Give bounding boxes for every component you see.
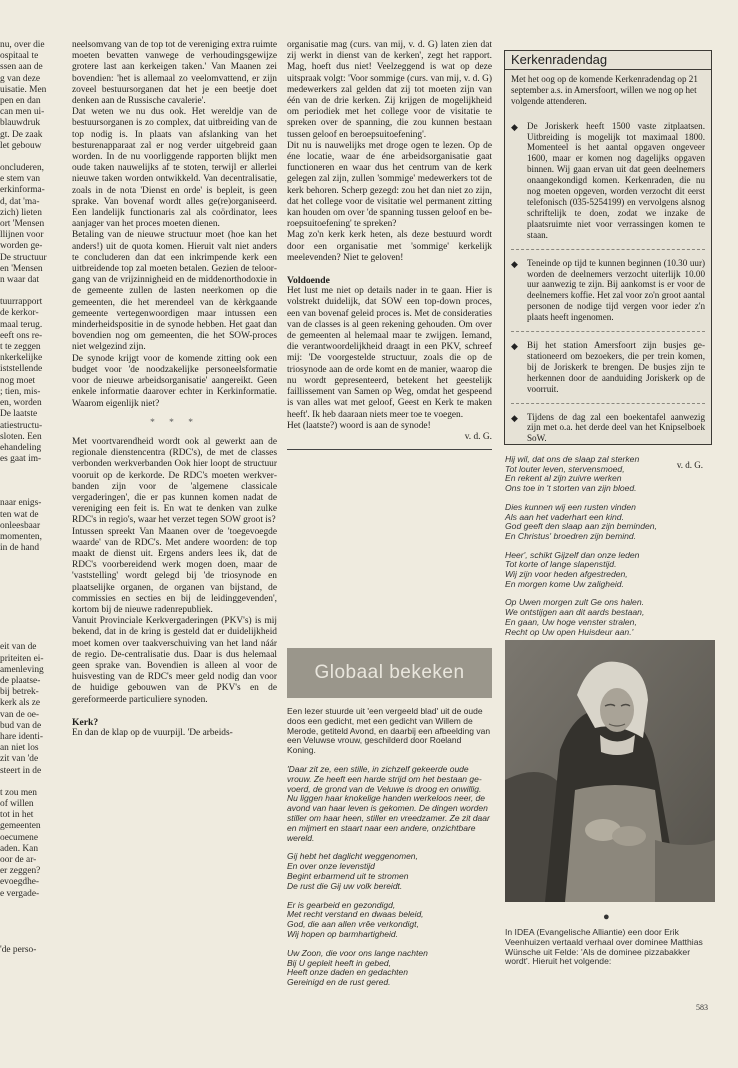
paragraph: De synode krijgt voor de komende zitting ook een budget voor 'de noodzakelijke personeelsformatie voor de nieuwe arbeidsorganisatie' aangereikt. Geen enkele informatie daarover echter in Kerkinformatie. Waarom eigenlijk niet? (72, 353, 277, 409)
cropped-text-line: es gaat im- (0, 454, 42, 465)
cropped-text-line: e stem van (0, 174, 41, 185)
paragraph: Intussen spreekt Van Maanen over de 'toegevoegde waarde' van de RDC's. Met andere woorden: de top maakt de dienst uit. Ergens anders lees ik, dat de RDC's voorbereidend werk mogen doen, maar de 'vaststelling' wordt gelegd bij 'de triosynode en plaatselijke organen, de organen van bijstand, de commissies en secties en bij de leidinggevenden', kortom bij de nieuwe radenrepubliek. (72, 526, 277, 615)
cropped-text-line: eit van de (0, 642, 37, 653)
cropped-text-line: tot in het (0, 810, 34, 821)
poem-line: Gereinigd en de rust gered. (287, 977, 391, 988)
author-signature: v. d. G. (464, 431, 492, 442)
paragraph-gap (0, 465, 58, 498)
cropped-text-line: aden. Kan (0, 843, 39, 854)
box-item-text: De Joriskerk heeft 1500 vaste zitplaatsen. Uitbreiding is mogelijk tot maximaal 1800. Momenteel is het aantal opgaven ongeveer 1600, maar er komen nog dagelijks opgaven binnen. Wij gaan ervan uit dat geen deelnemers onaangekondigd komen. Kerkenraden, die nu nog moeten opgeven, worden verzocht dit eerst telefonisch (035-5254199) en vervolgens alsnog schriftelijk te doen, zodat we inzake de plaatsruimte niet voor verrassingen komen te staan. (527, 120, 705, 240)
paragraph-gap (0, 554, 58, 642)
cropped-text-line: oor de ar- (0, 854, 37, 865)
poem-stanza (505, 551, 715, 590)
cropped-text-line: onleesbaar (0, 520, 41, 531)
globaal-poem (287, 852, 492, 988)
poem-line: Heeft onze daden en gedachten (287, 967, 408, 978)
poem-stanza (287, 852, 492, 891)
cropped-text-line: uisatie. Men (0, 84, 47, 95)
cropped-text-line: De laatste (0, 409, 38, 420)
cropped-text-line: ehandeling (0, 442, 42, 453)
divider (287, 449, 492, 450)
poem-line: Wij zijn voor heden afgestreden, (505, 569, 628, 580)
cropped-text-line: e vergade- (0, 888, 40, 899)
article-column-middle (72, 40, 277, 1050)
cropped-text-line: naar enigs- (0, 498, 42, 509)
poem-line: God, die aan allen vrêe verkondigt, (287, 919, 419, 930)
diamond-bullet-icon: ◆ (511, 121, 518, 132)
article-column-right (287, 40, 492, 630)
poem-line: Ons toe in 't storten van zijn bloed. (505, 483, 637, 494)
cropped-text-line: nkerkelijke (0, 353, 43, 364)
box-title: Kerkenradendag (505, 51, 711, 70)
box-item-text: Teneinde op tijd te kunnen beginnen (10.30 uur) worden de deelnemers verzocht uiterlijk 10.00 uur aanwezig te zijn. Bij aankomst is er voor de deelnemers koffie. Het zal voor zo'n groot aantal personen de nodige tijd vergen voor ieder z'n plaats heeft ingenomen. (527, 257, 705, 323)
cropped-text-line: t te zeggen (0, 342, 41, 353)
paragraph: Betaling van de nieuwe structuur moet (hoe kan het anders!) uit de quota komen. Hieruit valt niet anders te concluderen dan dat een inkrimpende kerk een uitbreidende top zal moeten betalen. Gezien de teloorgang van de vrijzinnigheid en de middenorthodoxie in de gemeente zullen de lasten neerkomen op die gemeenten, die het merendeel van de kèrkgaande gemeente vertegenwoordigen maar intussen een minderheidspositie in de synode hebben. Het gaat dan bovendien nog om gemeenten, die het SOW-proces niet welgezind zijn. (72, 230, 277, 353)
cropped-text-line: kerk als ze (0, 698, 41, 709)
box-list-item (511, 258, 705, 332)
poem-line: Uw Zoon, die voor ons lange nachten (287, 947, 428, 958)
cropped-text-line: let gebouw (0, 140, 42, 151)
caption-text: In IDEA (Evangelische Alliantie) een door Erik Veenhuizen vertaald verhaal over dominee Matthias Wünsche uit Felde: 'Als de dominee pizzabakker wordt'. Hieruit het volgende: (505, 927, 703, 967)
poem-line: Gij hebt het daglicht weggenomen, (287, 851, 418, 862)
cropped-text-line: ten wat de (0, 509, 39, 520)
banner-title: Globaal bekeken (314, 662, 465, 683)
paragraph-gap (0, 777, 58, 788)
poem-line: En morgen kome Uw zaligheid. (505, 578, 624, 589)
globaal-bekeken-banner (287, 648, 492, 698)
paragraph: Het (laatste?) woord is aan de synode! (287, 420, 431, 431)
poem-line: En Christus' broedren zijn bemind. (505, 530, 637, 541)
subheading-voldoende: Voldoende (287, 275, 330, 287)
cropped-text-line: hare identi- (0, 731, 43, 742)
cropped-text-line: blauwdruk (0, 118, 41, 129)
paragraph: Vanuit Provinciale Kerkvergaderingen (PKV's) is mij bekend, dat in de kring is gesteld dat er duidelijkheid moet komen over taakverschuiving van het land náár de regio. De-centralisatie dus. Daar is dus helemaal geen sprake van. Bovendien is alleen al voor de huisvesting van de RDC's meer geld nodig dan voor de huidige gebouwen van de PKV's en de gereformeerde particuliere synoden. (72, 616, 277, 705)
cropped-text-line: de kerkor- (0, 308, 39, 319)
separator-dot: ● (603, 911, 610, 923)
box-list-item (511, 121, 705, 250)
poem-line: En over onze levenstijd (287, 861, 375, 872)
section-separator: * * * (150, 417, 199, 428)
cropped-text-line: iststellende (0, 364, 43, 375)
cropped-text-line: de plaatse- (0, 675, 41, 686)
poem-line: Heer', schikt Gijzelf dan onze leden (505, 549, 640, 560)
cropped-text-line: evoegdhe- (0, 877, 40, 888)
cropped-text-line: zit van 'de (0, 754, 39, 765)
paragraph-gap (0, 900, 58, 945)
poem-line: Recht op Uw open Huisdeur aan.' (505, 626, 634, 637)
box-signature: v. d. G. (676, 460, 703, 471)
globaal-intro: Een lezer stuurde uit 'een vergeeld blad' uit de oude doos een gedicht, met een gedicht van Willem de Merode, getiteld Avond, en daarbij een afbeelding van een Veluwse vrouw, geschilderd door Roeland Koning. (287, 706, 491, 756)
cropped-text-line: t zou men (0, 787, 37, 798)
painting-old-woman (505, 640, 715, 902)
cropped-text-line: en, worden (0, 398, 42, 409)
cropped-text-line: gt. De zaak (0, 129, 43, 140)
cropped-text-line: maal terug. (0, 319, 43, 330)
diamond-bullet-icon: ◆ (511, 412, 518, 423)
cropped-text-line: zich) lieten (0, 207, 42, 218)
poem-line: En gaan, Uw hoge venster stralen, (505, 616, 637, 627)
subheading-kerk: Kerk? (72, 716, 99, 728)
box-list-item (511, 412, 705, 453)
cropped-text-line: oncluderen, (0, 163, 44, 174)
cropped-text-line: van de oe- (0, 709, 40, 720)
cropped-text-line: worden ge- (0, 241, 43, 252)
left-cropped-column (0, 40, 58, 990)
cropped-text-line: nog moet (0, 375, 36, 386)
cropped-text-line: momenten, (0, 531, 42, 542)
globaal-quote: 'Daar zit ze, een stille, in zichzelf gekeerde oude vrouw. Ze heeft een harde strijd om het bestaan gevoerd, de grond van de Veluwe is droog en onwillig. Nu liggen haar knokelige handen werkeloos neer, de avond van haar leven is gekomen. De dingen worden stiller om haar heen, stiller en vreedzamer. Ze zit daar en mijmert en staart naar een andere, onzichtbare wereld. (287, 763, 490, 843)
poem-line: Met recht verstand en dwaas beleid, (287, 909, 424, 920)
paragraph: Met voortvarendheid wordt ook al gewerkt aan de regionale dienstencentra (RDC's), de met de classes verbonden werkverbanden Ook hier loopt de structuur vooruit op de kerkorde. De RDC's moeten werkverbanden zijn voor de 'algemene classicale vergaderingen', die er pas kunnen komen nadat de vereniging een feit is. En wat te denken van zulke RDC's in regio's, waar het verzet tegen SOW groot is? (72, 436, 277, 526)
poem-stanza (287, 949, 492, 988)
diamond-bullet-icon: ◆ (511, 341, 518, 352)
cropped-text-line: steert in de (0, 765, 42, 776)
box-item-text: Bij het station Amersfoort zijn busjes gestationeerd om bezoekers, die per trein komen, bij de Joriskerk te brengen. De busjes zijn te herkennen door de aanduiding Joriskerk op de voorruit. (527, 340, 705, 394)
cropped-text-line: d, dat 'ma- (0, 196, 40, 207)
poem-line: Tot korte of lange slapenstijd. (505, 559, 617, 570)
poem-line: De rust die Gij uw volk bereidt. (287, 880, 403, 891)
cropped-text-line: amenleving (0, 664, 44, 675)
paragraph-gap (0, 286, 58, 297)
cropped-text-line: can men ui- (0, 107, 45, 118)
poem-line: Hij wil, dat ons de slaap zal sterken (505, 454, 640, 464)
paragraph: Dat weten we nu dus ook. Het wereldje van de bestuursorganen is zo complex, dat uitbreiding van de top nodig is. In plaats van afslanking van het besturenapparaat zal er nog verder uitgebreid gaan worden. In de nu voorliggende rapporten blijkt men oude taken nauwelijks af te stoten, terwijl er allerlei nieuwe taken worden ontwikkeld. Van decentralisatie, zoals in de nota 'Dienst en orde' is bepleit, is geen sprake. Van bovenaf wordt alles ge(re)organiseerd. Een landelijk functionaris zal als coördinator, lees aanjager van het proces moeten dienen. (72, 107, 277, 230)
paragraph: organisatie mag (curs. van mij, v. d. G) laten zien dat zij werkt in dienst van de kerken', zegt het rapport. Mag, hoeft dus niet! Veelzeggend is wat op deze uitspraak volgt: 'Voor sommige (curs. van mij, v. d. G) medewerkers zal gelden dat zij tot moeten zijn van één van de drie kerken. Zij krijgen de mogelijkheid om periodiek met het college voor de visitatie te spreken over de spanning, die zou kunnen bestaan tussen geloof en beroepsuitoefening'. (287, 40, 492, 140)
cropped-text-line: atiestructu- (0, 420, 43, 431)
cropped-text-line: oecumene (0, 832, 38, 843)
paragraph-gap (0, 956, 58, 967)
cropped-text-line: bij betrek- (0, 687, 39, 698)
cropped-text-line: ; tien, mis- (0, 386, 41, 397)
cropped-text-line: g van deze (0, 73, 41, 84)
paragraph: En dan de klap op de vuurpijl. 'De arbeids- (72, 727, 233, 738)
cropped-text-line: pen en dan (0, 96, 41, 107)
paragraph-gap (0, 152, 58, 163)
poem-stanza (287, 901, 492, 940)
cropped-text-line: bud van de (0, 720, 42, 731)
cropped-text-line: De structuur (0, 252, 47, 263)
poem-line: Bij U gepleit heeft in gebed, (287, 957, 391, 968)
portrait-of-old-woman-illustration (505, 640, 715, 902)
poem-stanza (505, 503, 715, 542)
globaal-bekeken-text (287, 707, 492, 997)
poem-line: Begint erbarmend uit te stromen (287, 870, 409, 881)
cropped-text-line: n waar dat (0, 275, 40, 286)
diamond-bullet-icon: ◆ (511, 258, 518, 269)
paragraph: neelsomvang van de top tot de vereniging extra ruimte moeten bevatten vanwege de verhoudingsgewijze grotere last aan kerkeigen taken.' Van Maanen zei bovendien: 'het is allemaal zo veelomvattend, er zijn zoveel bestuursorganen dat het je een beetje doet denken aan de Russische cavalerie'. (72, 40, 277, 107)
cropped-text-line: tuurrapport (0, 297, 43, 308)
poem-line: En rekent al zijn zuivre werken (505, 473, 622, 484)
cropped-text-line: an niet los (0, 743, 39, 754)
cropped-text-line: of willen (0, 798, 34, 809)
poem-line: Als aan het vaderhart een kind. (505, 511, 624, 522)
cropped-text-line: 'de perso- (0, 944, 37, 955)
poem-stanza (505, 598, 715, 637)
poem-line: We ontstijgen aan dit aards bestaan, (505, 607, 645, 618)
box-intro: Met het oog op de komende Kerkenradendag op 21 september a.s. in Amersfoort, willen we nog op het volgende attenderen. (511, 73, 698, 106)
paragraph: Mag zo'n kerk kerk heten, als deze bestuurd wordt door een organisatie met 'sommige' kerkelijk meelevenden? Niet te geloven! (287, 230, 492, 263)
paragraph: Het lust me niet op details nader in te gaan. Hier is volstrekt duidelijk, dat SOW een top-down proces, een van bovenaf geleid proces is. Met de consideraties van de classes is al geen rekening gehouden. Om over de gemeenten al helemaal maar te zwijgen. Iemand, die verantwoordelijkheid draagt in een PKV, schreef mij: 'De voorgestelde structuur, zoals die op de triosynode aan de orde komt en de manier, waarop die nu wordt gepresenteerd, betekent het geestelijk faillissement van Samen op Weg, omdat het gespeend is van alles wat met geloof, Geest en Kerk te maken heeft'. Ik heb daaraan niets meer toe te voegen. (287, 286, 492, 420)
box-list-item (511, 340, 705, 404)
cropped-text-line: in de hand (0, 543, 40, 554)
cropped-text-line: llijnen voor (0, 230, 44, 241)
cropped-text-line: priteiten ei- (0, 653, 44, 664)
poem-line: Op Uwen morgen zult Ge ons halen. (505, 597, 645, 608)
poem-line: Dies kunnen wij een rusten vinden (505, 501, 636, 512)
paragraph: Dit nu is nauwelijks met droge ogen te lezen. Op de éne locatie, waar de éne arbeidsorganisatie gaat functioneren en waar dus het centrum van de kerk gelegen zal zijn, zullen 'sommige' medewerkers tot de kerk behoren. Scherp gezegd: zou het dan niet zo zijn, dat het college voor de visitatie wel permanent zitting kan houden om over 'de spanning tussen geloof en beroepsuitoefening' te spreken? (287, 140, 492, 230)
cropped-text-line: eeft ons re- (0, 330, 43, 341)
cropped-text-line: er zeggen? (0, 866, 41, 877)
cropped-text-line: erkinforma- (0, 185, 45, 196)
poem-line: Tot louter leven, stervensmoed, (505, 463, 625, 474)
cropped-text-line: ssen aan de (0, 62, 43, 73)
cropped-text-line: ort 'Mensen (0, 219, 45, 230)
poem-right (505, 455, 715, 646)
poem-line: Wij hopen op barmhartigheid. (287, 928, 398, 939)
box-item-text: Tijdens de dag zal een boekentafel aanwezig zijn met o.a. het derde deel van het Knipselboek SoW. (527, 411, 705, 444)
cropped-text-line: en 'Mensen (0, 263, 43, 274)
poem-line: Er is gearbeid en gezondigd, (287, 899, 396, 910)
cropped-text-line: ospitaal te (0, 51, 39, 62)
page-number: 583 (696, 1003, 708, 1012)
poem-line: God geeft den slaap aan zijn beminden, (505, 521, 657, 532)
poem-stanza (505, 455, 715, 494)
box-list (505, 121, 711, 453)
cropped-text-line: gemeenten (0, 821, 41, 832)
cropped-text-line: sloten. Een (0, 431, 42, 442)
cropped-text-line: nu, over die (0, 40, 45, 50)
